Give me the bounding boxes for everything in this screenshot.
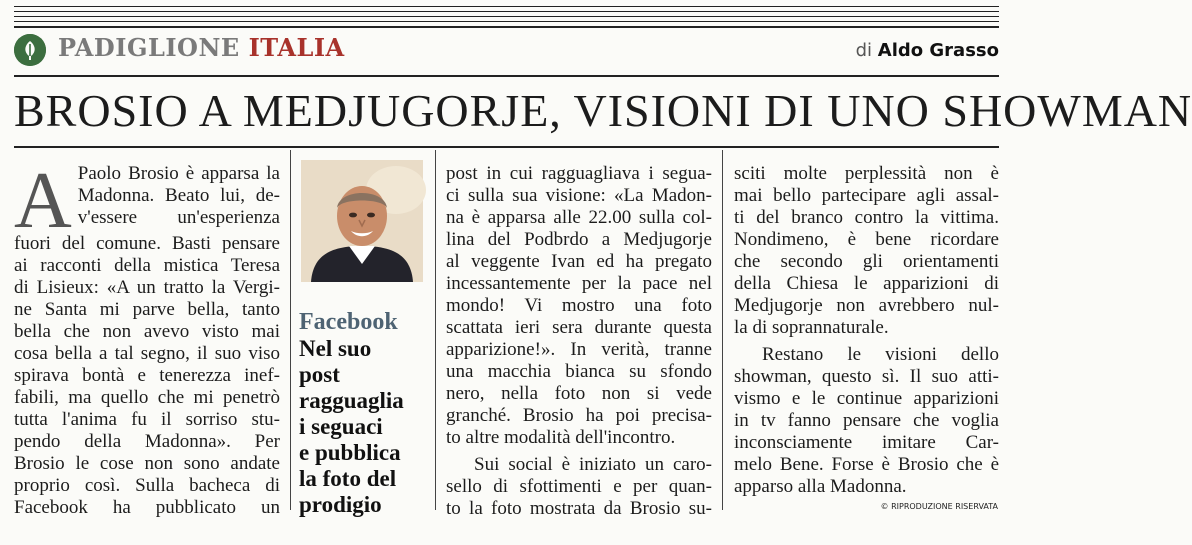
- text-line: scattata ieri sera durante questa: [446, 317, 712, 338]
- text-line: una macchia bianca su sfondo: [446, 361, 712, 382]
- sidebar-text: [299, 336, 426, 518]
- text-line: to la foto mostrata da Brosio su-: [446, 498, 712, 519]
- section-title-red: ITALIA: [248, 33, 345, 62]
- text-line: al veggente Ivan ed ha pregato: [446, 251, 712, 272]
- article-column-1: [14, 157, 280, 519]
- copyright-notice: © RIPRODUZIONE RISERVATA: [880, 502, 998, 511]
- leaf-badge-icon: [14, 34, 46, 66]
- header-rule: [14, 75, 999, 77]
- text-line: Sui social è iniziato un caro-: [474, 454, 712, 475]
- sidebar-box: [299, 160, 426, 518]
- text-line: pendo della Madonna». Per: [14, 431, 280, 452]
- sidebar-line: Nel suo: [299, 336, 372, 361]
- text-line: mondo! Vi mostro una foto: [446, 295, 712, 316]
- top-rules: [14, 4, 999, 28]
- text-line: che secondo gli orientamenti: [734, 251, 999, 272]
- text-line: cosa bella a tal segno, il suo viso: [14, 343, 280, 364]
- sidebar-line: i seguaci: [299, 414, 383, 439]
- text-line: post in cui ragguagliava i segua-: [446, 163, 712, 184]
- text-line: vismo e le continue apparizioni: [734, 388, 999, 409]
- text-line: apparso alla Madonna.: [734, 476, 907, 497]
- text-line: fabili, ma quello che mi penetrò: [14, 387, 280, 408]
- text-line: showman, questo sì. Il suo atti-: [734, 366, 999, 387]
- text-line: sello di sfottimenti e per quan-: [446, 476, 712, 497]
- article-column-3: [446, 163, 712, 520]
- text-line: spirava bontà e tenerezza inef-: [14, 365, 280, 386]
- text-line: Facebook ha pubblicato un: [14, 497, 280, 518]
- section-title: [58, 33, 345, 62]
- text-line: ne Santa mi parve bella, tanto: [14, 299, 280, 320]
- text-line: nero, nella foto non si vede: [446, 383, 712, 404]
- column-header: [14, 30, 999, 72]
- text-line: ti del branco contro la vittima.: [734, 207, 999, 228]
- sidebar-line: post: [299, 362, 340, 387]
- text-line: v'essere un'esperienza: [77, 207, 280, 228]
- column-divider: [722, 150, 723, 510]
- text-line: granché. Brosio ha poi precisa-: [446, 405, 712, 426]
- headline: BROSIO A MEDJUGORJE, VISIONI DI UNO SHOWMAN: [14, 85, 1192, 136]
- text-line: Restano le visioni dello: [762, 344, 999, 365]
- text-line: inconsciamente imitare Car-: [734, 432, 999, 453]
- sidebar-line: e pubblica: [299, 440, 401, 465]
- text-line: la di soprannaturale.: [734, 317, 889, 338]
- headline-rule: [14, 146, 999, 148]
- sidebar-line: prodigio: [299, 492, 382, 517]
- text-line: lina del Podbrdo a Medjugorje: [446, 229, 712, 250]
- text-line: bella che non avevo visto mai: [14, 321, 280, 342]
- text-line: mai bello partecipare agli assal-: [734, 185, 999, 206]
- column-divider: [290, 150, 291, 510]
- sidebar-line: la foto del: [299, 466, 397, 491]
- text-line: na è apparsa alle 22.00 sulla col-: [446, 207, 712, 228]
- text-line: Paolo Brosio è apparsa la: [77, 163, 280, 184]
- text-line: Medjugorje non avrebbero nul-: [734, 295, 999, 316]
- sidebar-line: ragguaglia: [299, 388, 404, 413]
- text-line: to altre modalità dell'incontro.: [446, 427, 676, 448]
- text-line: ai racconti della mistica Teresa: [14, 255, 280, 276]
- sidebar-title: Facebook: [299, 309, 398, 335]
- byline-author: Aldo Grasso: [877, 40, 999, 61]
- section-title-grey: PADIGLIONE: [58, 33, 240, 62]
- portrait-photo: [301, 160, 423, 282]
- byline-prefix: di: [855, 40, 873, 61]
- text-line: della Chiesa le apparizioni di: [734, 273, 999, 294]
- text-line: Brosio le cose non sono andate: [14, 453, 280, 474]
- text-line: Madonna. Beato lui, de-: [77, 185, 280, 206]
- text-line: proprio così. Sulla bacheca di: [14, 475, 280, 496]
- text-line: sciti molte perplessità non è: [734, 163, 999, 184]
- text-line: ci sulla sua visione: «La Madon-: [446, 185, 712, 206]
- text-line: melo Bene. Forse è Brosio che è: [734, 454, 999, 475]
- text-line: di Lisieux: «A un tratto la Vergi-: [14, 277, 280, 298]
- text-line: tutta l'anima fu il sorriso stu-: [14, 409, 280, 430]
- text-line: incessantemente per la pace nel: [446, 273, 712, 294]
- article-column-4: [734, 163, 999, 498]
- text-line: in tv fanno pensare che voglia: [734, 410, 999, 431]
- byline: [856, 40, 999, 61]
- text-line: Nondimeno, è bene ricordare: [734, 229, 999, 250]
- text-line: apparizione!». In verità, tranne: [446, 339, 712, 360]
- text-line: fuori del comune. Basti pensare: [14, 233, 280, 254]
- column-divider: [435, 150, 436, 510]
- dropcap: A: [14, 157, 72, 245]
